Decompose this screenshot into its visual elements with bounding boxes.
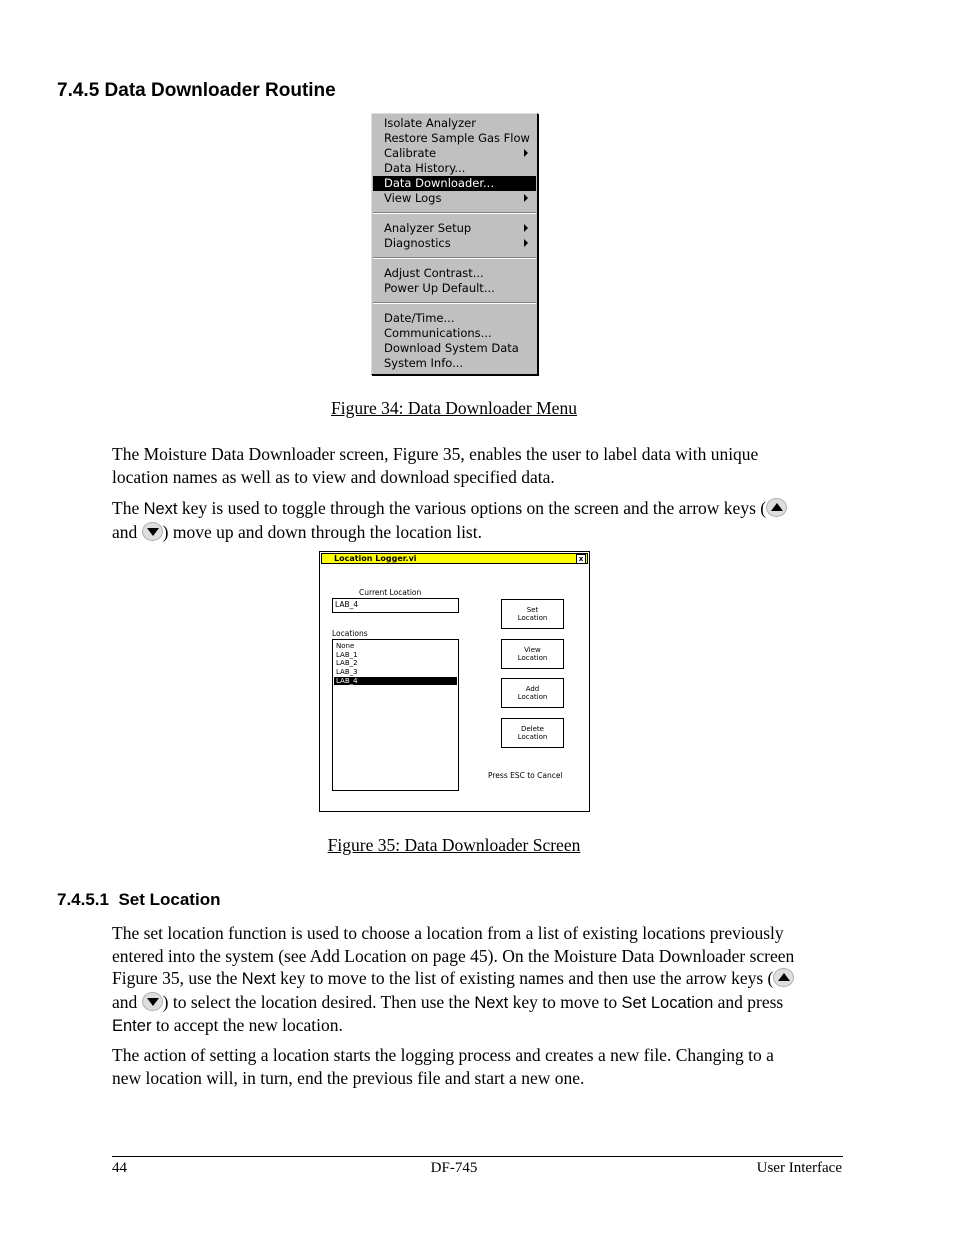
text: and press (713, 991, 784, 1012)
text: key to move to (508, 991, 622, 1012)
data-downloader-menu (371, 113, 538, 375)
current-location-label: Current Location (359, 588, 422, 597)
menu-item-label: Date/Time... (384, 311, 455, 325)
menu-item[interactable] (373, 356, 536, 371)
menu-item-label: Diagnostics (384, 236, 451, 250)
text: key to move to the list of existing names and then use the arrow keys ( (275, 968, 774, 988)
menu-item[interactable] (373, 281, 536, 296)
subsection-number: 7.4.5.1 (57, 890, 109, 909)
menu-item[interactable] (373, 341, 536, 356)
submenu-arrow-icon (524, 239, 528, 247)
footer-page-number: 44 (112, 1160, 127, 1176)
window-title: Location Logger.vi (334, 554, 417, 563)
menu-separator (373, 257, 536, 259)
menu-item-label: Data History... (384, 161, 466, 175)
current-location-field[interactable]: LAB_4 (332, 598, 459, 613)
menu-item[interactable] (373, 191, 536, 206)
footer-chapter: User Interface (756, 1160, 842, 1176)
esc-cancel-text: Press ESC to Cancel (488, 771, 563, 780)
text: The set location function is used to choose a location from a list of existing locations previously entered into the system (see Add Location on page 45). On the Moisture Data Downloader screen Figure 35, use the (112, 923, 795, 988)
figure-34-caption: Figure 34: Data Downloader Menu (331, 398, 577, 418)
up-arrow-key-icon (773, 968, 794, 987)
menu-item[interactable] (373, 221, 536, 236)
add-location-button[interactable]: Add Location (501, 678, 564, 708)
menu-item-label: Isolate Analyzer (384, 116, 476, 130)
window-title-bar (321, 553, 588, 564)
paragraph-keys (112, 497, 802, 543)
menu-item-label: Adjust Contrast... (384, 266, 484, 280)
text: ) move up and down through the location list. (162, 521, 482, 542)
menu-item-label: Analyzer Setup (384, 221, 472, 235)
text: The (112, 498, 144, 518)
paragraph-set-location (112, 922, 802, 1038)
location-list-item[interactable]: None (336, 642, 355, 650)
menu-item-label: Communications... (384, 326, 492, 340)
delete-location-button[interactable]: Delete Location (501, 718, 564, 748)
next-key-label: Next (241, 970, 276, 988)
menu-item[interactable] (373, 311, 536, 326)
menu-separator (373, 212, 536, 214)
submenu-arrow-icon (524, 149, 528, 157)
menu-item[interactable] (373, 131, 536, 146)
menu-item[interactable] (373, 326, 536, 341)
menu-item-label: Power Up Default... (384, 281, 495, 295)
text: key is used to toggle through the various options on the screen and the arrow keys ( (177, 498, 767, 518)
subsection-heading (57, 890, 220, 910)
footer-doc-id: DF-745 (430, 1160, 478, 1176)
text: and (112, 521, 142, 542)
menu-item-label: Download System Data (384, 341, 519, 355)
submenu-arrow-icon (524, 194, 528, 202)
paragraph-logging: The action of setting a location starts the logging process and creates a new file. Changing to a new location will, in turn, end the previous file and start a new one. (112, 1045, 774, 1088)
location-list-item[interactable]: LAB_4 (334, 677, 457, 685)
view-location-button[interactable]: View Location (501, 639, 564, 669)
paragraph-intro: The Moisture Data Downloader screen, Figure 35, enables the user to label data with unique location names as well as to view and download specified data. (112, 444, 759, 487)
menu-item[interactable] (373, 176, 536, 191)
menu-item[interactable] (373, 146, 536, 161)
figure-35-caption: Figure 35: Data Downloader Screen (327, 835, 581, 855)
menu-separator (373, 302, 536, 304)
subsection-title: Set Location (118, 890, 221, 909)
section-heading (57, 80, 336, 102)
section-number: 7.4.5 (57, 80, 100, 101)
menu-item[interactable] (373, 266, 536, 281)
menu-item[interactable] (373, 161, 536, 176)
location-list-item[interactable]: LAB_2 (336, 659, 358, 668)
menu-item-label: Calibrate (384, 146, 437, 160)
text: to accept the new location. (151, 1015, 343, 1035)
menu-item-label: Restore Sample Gas Flow (384, 131, 530, 145)
next-key-label: Next (143, 500, 178, 518)
up-arrow-key-icon (766, 498, 787, 517)
menu-item-label: Data Downloader... (384, 176, 494, 190)
menu-item[interactable] (373, 236, 536, 251)
text: ) to select the location desired. Then use the (162, 991, 475, 1012)
set-location-key-label: Set Location (621, 993, 714, 1012)
down-arrow-key-icon (142, 992, 163, 1011)
location-list-item[interactable]: LAB_1 (336, 650, 358, 659)
down-arrow-key-icon (142, 522, 163, 541)
location-list-item[interactable]: LAB_3 (336, 668, 358, 677)
locations-label: Locations (332, 629, 368, 638)
close-icon[interactable]: x (576, 554, 586, 564)
location-logger-window (319, 551, 590, 812)
footer-rule (112, 1156, 843, 1157)
menu-item-label: System Info... (384, 356, 464, 370)
menu-item-label: View Logs (384, 191, 442, 205)
section-title: Data Downloader Routine (104, 80, 336, 101)
enter-key-label: Enter (112, 1017, 152, 1035)
next-key-label: Next (474, 993, 509, 1012)
set-location-button[interactable]: Set Location (501, 599, 564, 629)
submenu-arrow-icon (524, 224, 528, 232)
text: and (112, 991, 142, 1012)
locations-list[interactable] (332, 639, 459, 791)
menu-item[interactable] (373, 116, 536, 131)
